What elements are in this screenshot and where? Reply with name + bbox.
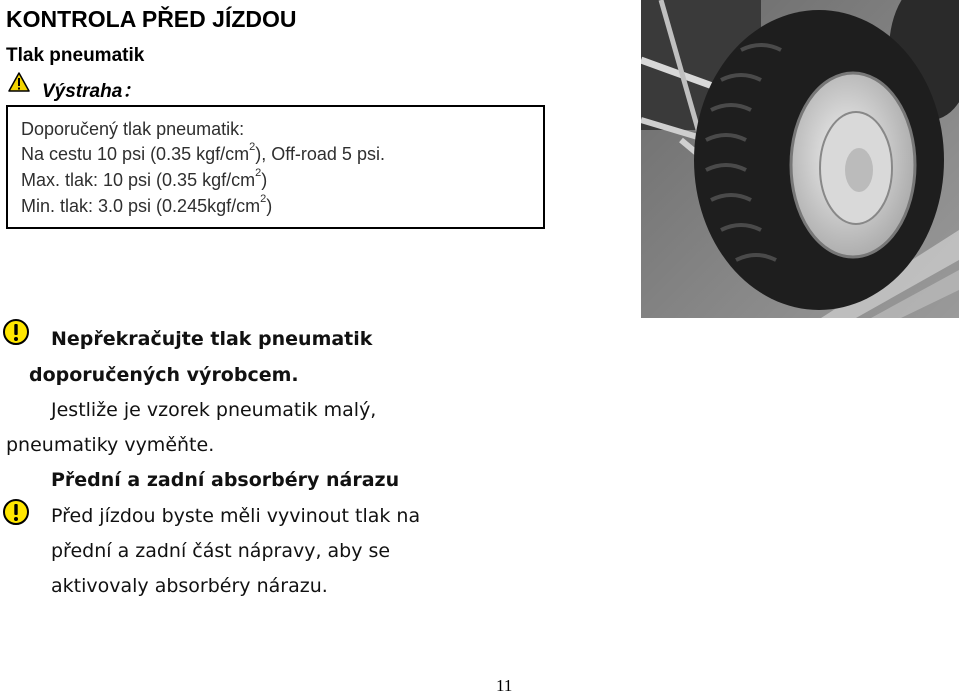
spec-superscript: 2 [255, 167, 262, 179]
page-number: 11 [496, 676, 513, 695]
spec-text: ), Off-road 5 psi. [255, 144, 385, 164]
spec-line-road [21, 141, 385, 165]
spec-text: Min. tlak: 3.0 psi (0.245kgf/cm [21, 196, 261, 216]
spec-line-min [21, 193, 273, 217]
warning-triangle-icon [8, 72, 30, 92]
atv-tire-photo [641, 0, 959, 318]
spec-superscript: 2 [260, 193, 267, 205]
spec-text: ) [266, 196, 273, 216]
exclamation-alert-icon [2, 318, 30, 346]
tire-pressure-spec-box [6, 105, 545, 229]
spec-text: Na cestu 10 psi (0.35 kgf/cm [21, 144, 250, 164]
section-heading: Přední a zadní absorbéry nárazu [51, 469, 400, 491]
section-subtitle: Tlak pneumatik [6, 45, 145, 66]
note-line: Jestliže je vzorek pneumatik malý, [51, 399, 377, 421]
note-line: aktivovaly absorbéry nárazu. [51, 575, 328, 597]
note-line: Nepřekračujte tlak pneumatik [51, 328, 373, 350]
page-title: KONTROLA PŘED JÍZDOU [6, 6, 297, 32]
note-line: přední a zadní část nápravy, aby se [51, 540, 391, 562]
note-line: Před jízdou byste měli vyvinout tlak na [51, 505, 421, 527]
spec-text: ) [261, 170, 268, 190]
exclamation-alert-icon [2, 498, 30, 526]
spec-line-recommended: Doporučený tlak pneumatik: [21, 119, 245, 139]
spec-text: Max. tlak: 10 psi (0.35 kgf/cm [21, 170, 256, 190]
note-line: doporučených výrobcem. [29, 364, 299, 386]
spec-line-max [21, 167, 268, 191]
warning-label: Výstraha： [42, 81, 142, 102]
note-line: pneumatiky vyměňte. [6, 434, 215, 456]
spec-superscript: 2 [249, 141, 256, 153]
